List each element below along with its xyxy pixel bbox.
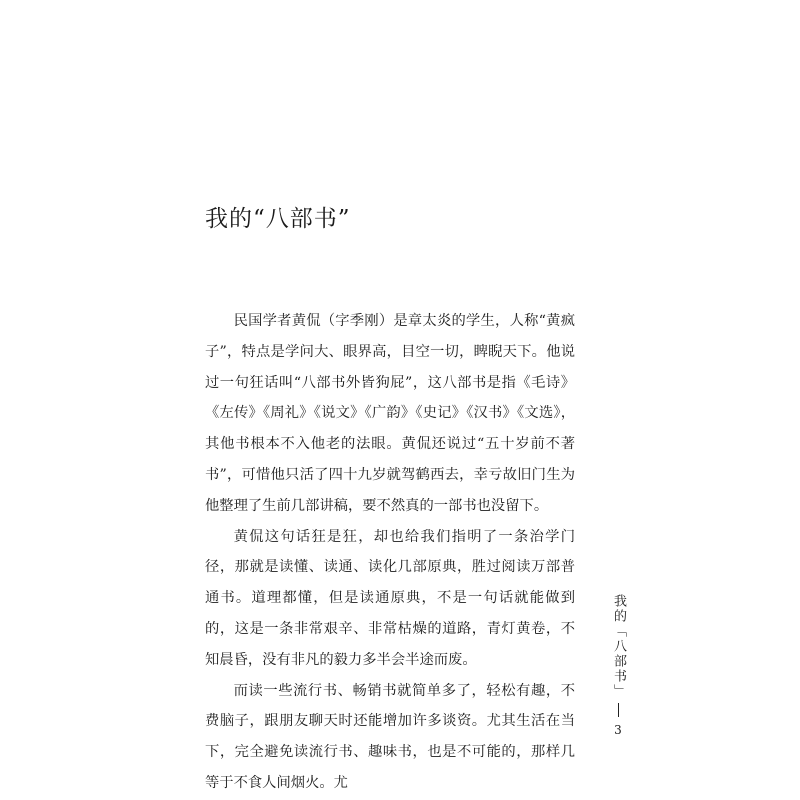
page-number: 3: [614, 723, 622, 737]
paragraph: 黄侃这句话狂是狂，却也给我们指明了一条治学门径，那就是读懂、读通、读化几部原典，胜过阅读万部普通书。道理都懂，但是读通原典，不是一句话就能做到的，这是一条非常艰辛、非常枯燥的道路，青灯黄卷，不知晨昏，没有非凡的毅力多半会半途而废。: [205, 528, 575, 668]
side-running-head: [603, 594, 633, 737]
chapter-title: 我的“八部书”: [205, 206, 351, 232]
paragraph: 民国学者黄侃（字季刚）是章太炎的学生，人称“黄疯子”，特点是学问大、眼界高，目空一切，睥睨天下。他说过一句狂话叫“八部书外皆狗屁”，这八部书是指《毛诗》《左传》《周礼》《说文》《广韵》《史记》《汉书》《文选》，其他书根本不入他老的法眼。黄侃还说过“五十岁前不著书”，可惜他只活了四十九岁就驾鹤西去，幸亏故旧门生为他整理了生前几部讲稿，要不然真的一部书也没留下。: [205, 313, 575, 514]
body-text: [205, 306, 575, 799]
paragraph: 而读一些流行书、畅销书就简单多了，轻松有趣，不费脑子，跟朋友聊天时还能增加许多谈资。尤其生活在当下，完全避免读流行书、趣味书，也是不可能的，那样几等于不食人间烟火。尤: [205, 682, 575, 791]
running-head-text: 我的「八部书」: [611, 594, 626, 699]
running-head-rule: [618, 703, 619, 717]
